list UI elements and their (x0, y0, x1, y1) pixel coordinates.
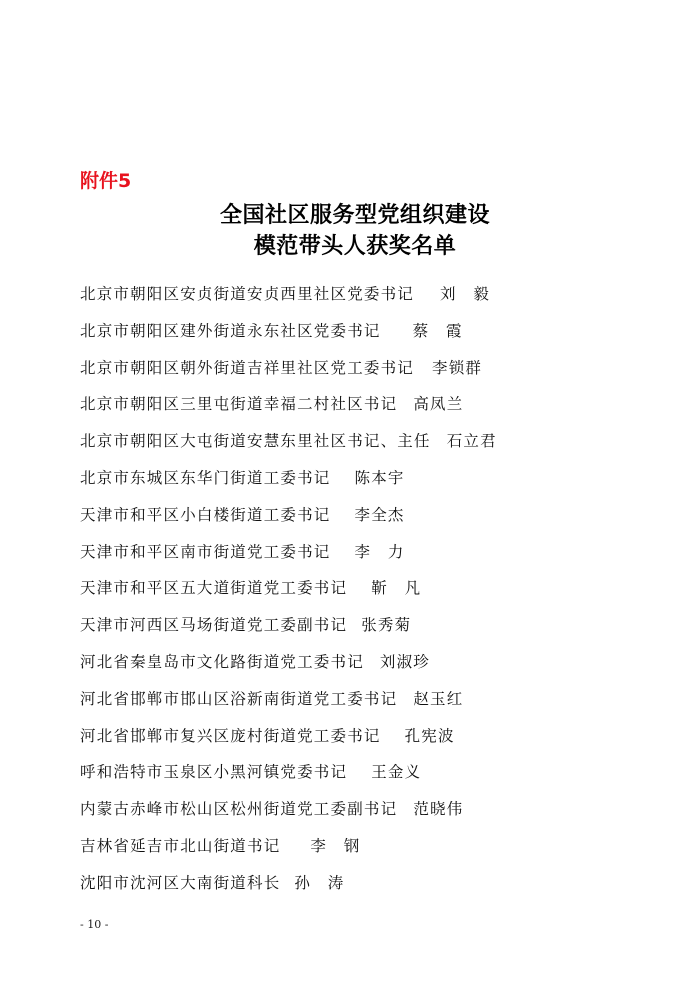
entry-org: 北京市朝阳区安贞街道安贞西里社区党委书记 (80, 285, 415, 303)
page-number: - 10 - (80, 918, 109, 931)
entry-org: 吉林省延吉市北山街道书记 (80, 836, 281, 855)
entry-name: 蔡 霞 (412, 321, 463, 340)
entry-name: 李 钢 (310, 836, 361, 855)
entry-org: 天津市和平区五大道街道党工委书记 (80, 579, 348, 598)
entry-org: 天津市河西区马场街道党工委副书记 (80, 616, 348, 635)
entry-org: 天津市和平区小白楼街道工委书记 (80, 505, 331, 524)
entry-name: 张秀菊 (361, 616, 412, 635)
entry-org: 呼和浩特市玉泉区小黑河镇党委书记 (80, 763, 348, 782)
entry-name: 赵玉红 (413, 689, 464, 708)
entry-name: 孔宪波 (404, 726, 455, 745)
entry-name: 刘淑珍 (379, 652, 431, 671)
list-item (80, 540, 497, 577)
list-item (80, 319, 497, 356)
list-item (80, 687, 497, 724)
list-item (80, 503, 497, 540)
attachment-label: 附件5 (80, 170, 132, 192)
entry-name: 范晓伟 (413, 800, 464, 819)
entry-name: 石立君 (446, 432, 497, 451)
list-item (80, 356, 497, 393)
entry-name: 李全杰 (354, 505, 405, 524)
list-item (80, 429, 497, 466)
list-item (80, 871, 497, 908)
entry-org: 内蒙古赤峰市松山区松州街道党工委副书记 (80, 800, 398, 819)
list-item (80, 834, 497, 871)
list-item (80, 724, 497, 761)
list-item (80, 650, 497, 687)
list-item (80, 760, 497, 797)
entry-org: 北京市东城区东华门街道工委书记 (80, 468, 331, 487)
entry-org: 沈阳市沈河区大南街道科长 (80, 873, 281, 892)
document-title-line1: 全国社区服务型党组织建设 (219, 203, 490, 228)
document-title-line2: 模范带头人获奖名单 (253, 234, 457, 259)
entry-org: 河北省邯郸市复兴区庞村街道党工委书记 (80, 726, 381, 745)
list-item (80, 613, 497, 650)
entry-org: 河北省邯郸市邯山区浴新南街道党工委书记 (80, 689, 398, 708)
entry-name: 靳 凡 (371, 579, 422, 598)
entry-org: 北京市朝阳区大屯街道安慧东里社区书记、主任 (80, 432, 431, 451)
entry-name: 孙 涛 (294, 873, 345, 892)
entry-org: 北京市朝阳区建外街道永东社区党委书记 (80, 321, 381, 340)
entry-org: 天津市和平区南市街道党工委书记 (80, 542, 331, 561)
list-item (80, 392, 497, 429)
list-item (80, 576, 497, 613)
entry-name: 李 力 (354, 542, 405, 561)
entry-name: 陈本宇 (354, 468, 405, 487)
entry-org: 北京市朝阳区三里屯街道幸福二村社区书记 (80, 395, 398, 414)
award-list (80, 282, 497, 908)
entry-org: 河北省秦皇岛市文化路街道党工委书记 (80, 652, 364, 671)
entry-name: 王金义 (371, 763, 422, 782)
list-item (80, 797, 497, 834)
entry-name: 高凤兰 (413, 395, 464, 414)
list-item (80, 282, 497, 319)
entry-org: 北京市朝阳区朝外街道吉祥里社区党工委书记 (80, 358, 415, 377)
entry-name: 李锁群 (432, 358, 483, 377)
list-item (80, 466, 497, 503)
entry-name: 刘 毅 (440, 285, 491, 303)
